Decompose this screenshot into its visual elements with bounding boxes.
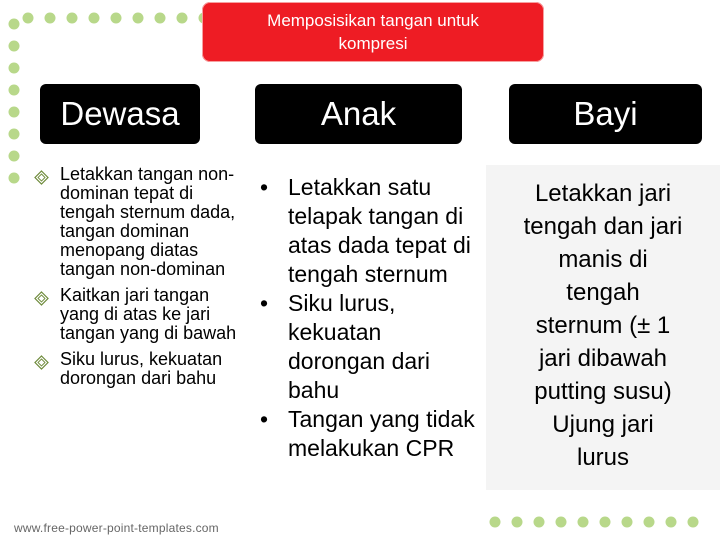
anak-item xyxy=(250,173,480,289)
bullet-dot: • xyxy=(260,406,269,432)
anak-column xyxy=(250,165,480,540)
diamond-outline-icon xyxy=(34,355,49,370)
bayi-line: tengah dan jari xyxy=(523,213,683,240)
dewasa-column xyxy=(34,165,244,527)
bayi-line: tengah xyxy=(566,279,640,306)
bayi-line: manis di xyxy=(558,246,648,273)
slide-title-line-2: kompresi xyxy=(338,34,408,53)
bullet-dot: • xyxy=(260,290,269,316)
slide-title-line-1: Memposisikan tangan untuk xyxy=(267,11,479,30)
decorative-dots-bottom xyxy=(465,514,715,530)
dewasa-item xyxy=(34,286,244,343)
dewasa-item-text: Siku lurus, kekuatan dorongan dari bahu xyxy=(60,349,223,388)
decorative-dots-top xyxy=(20,10,210,26)
bullet-dot: • xyxy=(260,174,269,200)
decorative-dots-left xyxy=(6,16,22,186)
anak-item xyxy=(250,289,480,405)
anak-item-text: Tangan yang tidak melakukan CPR xyxy=(288,406,475,461)
anak-item-text: Letakkan satu telapak tangan di atas dada tepat di tengah sternum xyxy=(288,174,471,287)
dewasa-item xyxy=(34,350,244,388)
dewasa-item-text: Letakkan tangan non-dominan tepat di tengah sternum dada, tangan dominan menopang diatas tangan non-dominan xyxy=(60,165,236,279)
bayi-line: jari dibawah xyxy=(538,345,668,372)
dewasa-item-text: Kaitkan jari tangan yang di atas ke jari tangan yang di bawah xyxy=(60,285,237,343)
bayi-line: sternum (± 1 xyxy=(535,312,671,339)
dewasa-item xyxy=(34,165,244,279)
anak-item-text: Siku lurus, kekuatan dorongan dari bahu xyxy=(288,290,430,403)
bayi-line: Ujung jari xyxy=(552,411,654,438)
bayi-line: lurus xyxy=(576,444,630,471)
diamond-outline-icon xyxy=(34,291,49,306)
header-dewasa: Dewasa xyxy=(40,84,200,144)
header-anak: Anak xyxy=(255,84,462,144)
diamond-outline-icon xyxy=(34,170,49,185)
bayi-line: putting susu) xyxy=(534,378,672,405)
bayi-line: Letakkan jari xyxy=(534,180,672,207)
header-bayi: Bayi xyxy=(509,84,702,144)
bayi-column xyxy=(486,165,720,490)
footer-url: www.free-power-point-templates.com xyxy=(14,521,219,535)
anak-item xyxy=(250,405,480,463)
slide-title xyxy=(202,2,544,62)
